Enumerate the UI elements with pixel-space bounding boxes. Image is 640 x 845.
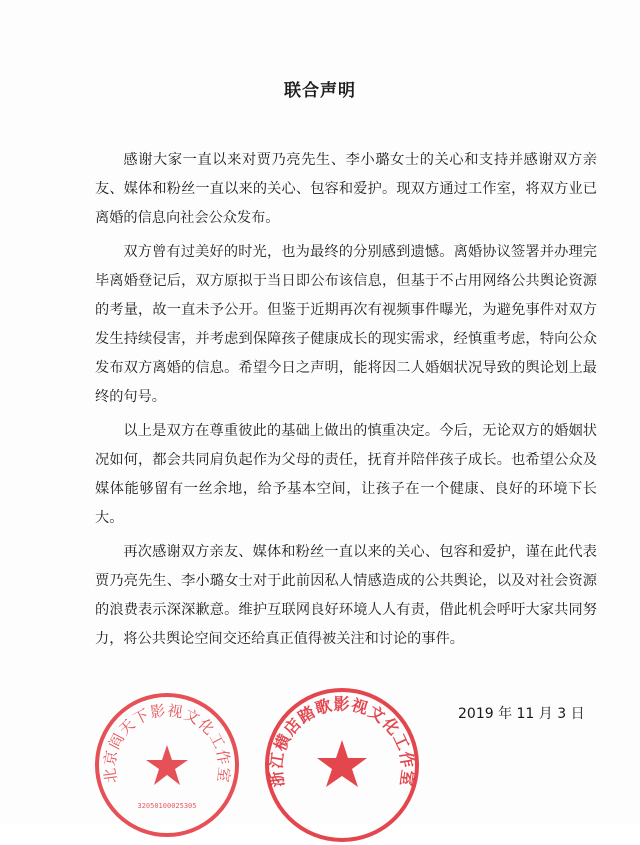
company-seal-1 [92,690,242,840]
company-seal-2 [262,685,422,845]
star-icon [317,740,367,787]
paragraph-2: 双方曾有过美好的时光，也为最终的分别感到遗憾。离婚协议签署并办理完毕离婚登记后，双方原拟于当日即公布该信息，但基于不占用网络公共舆论资源的考量，故一直未予公开。但鉴于近期再次有视频事件曝光，为避免事件对双方发生持续侵害，并考虑到保障孩子健康成长的现实需求，经慎重考虑，特向公众发布双方离婚的信息。希望今日之声明，能将因二人婚姻状况导致的舆论划上最终的句号。 [95,244,597,405]
document-title: 联合声明 [284,81,356,101]
paragraph-3: 以上是双方在尊重彼此的基础上做出的慎重决定。今后，无论双方的婚姻状况如何，都会共同肩负起作为父母的责任，抚育并陪伴孩子成长。也希望公众及媒体能够留有一丝余地，给予基本空间，让孩子在一个健康、良好的环境下长大。 [95,423,597,526]
paragraph-1: 感谢大家一直以来对贾乃亮先生、李小璐女士的关心和支持并感谢双方亲友、媒体和粉丝一直以来的关心、包容和爱护。现双方通过工作室，将双方业已离婚的信息向社会公众发布。 [95,152,597,226]
paragraph-4: 再次感谢双方亲友、媒体和粉丝一直以来的关心、包容和爱护，谨在此代表贾乃亮先生、李小璐女士对于此前因私人情感造成的公共舆论，以及对社会资源的浪费表示深深歉意。维护互联网良好环境人人有责，借此机会呼吁大家共同努力，将公共舆论空间交还给真正值得被关注和讨论的事件。 [95,544,597,647]
document-date: 2019 年 11 月 3 日 [458,706,585,722]
star-icon [146,745,188,785]
seal-1-number: 32050100025305 [137,802,197,810]
seal-1-text: 北京阎天下影视文化工作室 [100,701,234,785]
document-body [95,146,597,659]
seal-2-text: 浙江横店踏歌影视文化工作室 [266,694,418,789]
